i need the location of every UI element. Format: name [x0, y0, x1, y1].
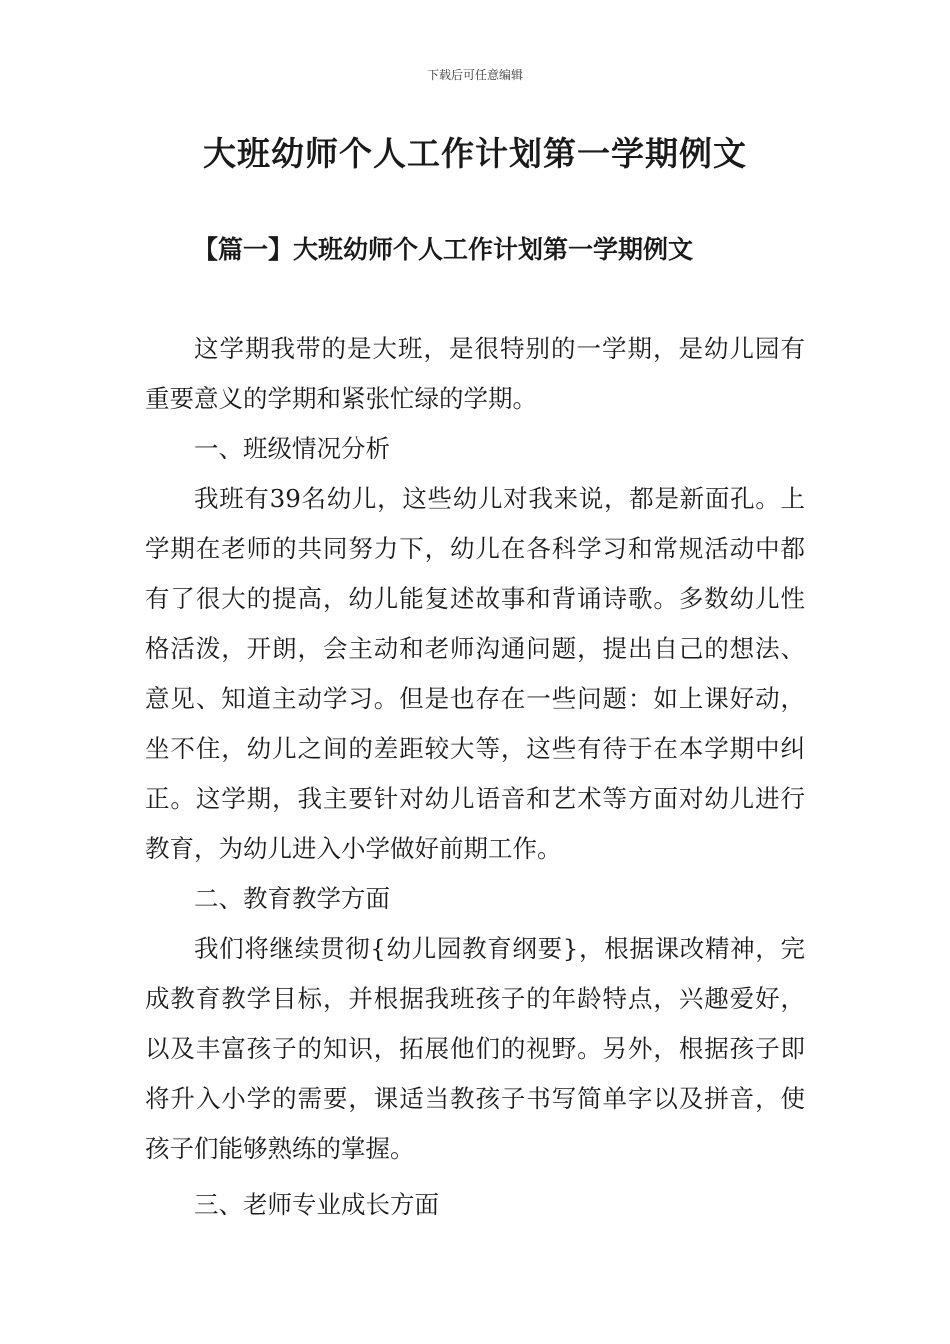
section-heading: 【篇一】大班幼师个人工作计划第一学期例文: [193, 235, 694, 264]
document-title: 大班幼师个人工作计划第一学期例文: [203, 134, 747, 173]
intro-paragraph: 这学期我带的是大班，是很特别的一学期，是幼儿园有重要意义的学期和紧张忙绿的学期。: [145, 334, 805, 413]
page-header-note: 下载后可任意编辑: [426, 68, 523, 82]
subheading-teacher-growth: 三、老师专业成长方面: [194, 1190, 439, 1219]
subheading-class-analysis: 一、班级情况分析: [194, 434, 390, 463]
subheading-teaching: 二、教育教学方面: [194, 884, 390, 913]
paragraph-class-analysis: 我班有39名幼儿，这些幼儿对我来说，都是新面孔。上学期在老师的共同努力下，幼儿在各科学习和常规活动中都有了很大的提高，幼儿能复述故事和背诵诗歌。多数幼儿性格活泼，开朗，会主动和老师沟通问题，提出自己的想法、意见、知道主动学习。但是也存在一些问题：如上课好动，坐不住，幼儿之间的差距较大等，这些有待于在本学期中纠正。这学期，我主要针对幼儿语音和艺术等方面对幼儿进行教育，为幼儿进入小学做好前期工作。: [145, 484, 805, 863]
paragraph-teaching: 我们将继续贯彻{幼儿园教育纲要}，根据课改精神，完成教育教学目标，并根据我班孩子的年龄特点，兴趣爱好，以及丰富孩子的知识，拓展他们的视野。另外，根据孩子即将升入小学的需要，课适当教孩子书写简单字以及拼音，使孩子们能够熟练的掌握。: [145, 934, 805, 1163]
document-body: [145, 324, 805, 1230]
